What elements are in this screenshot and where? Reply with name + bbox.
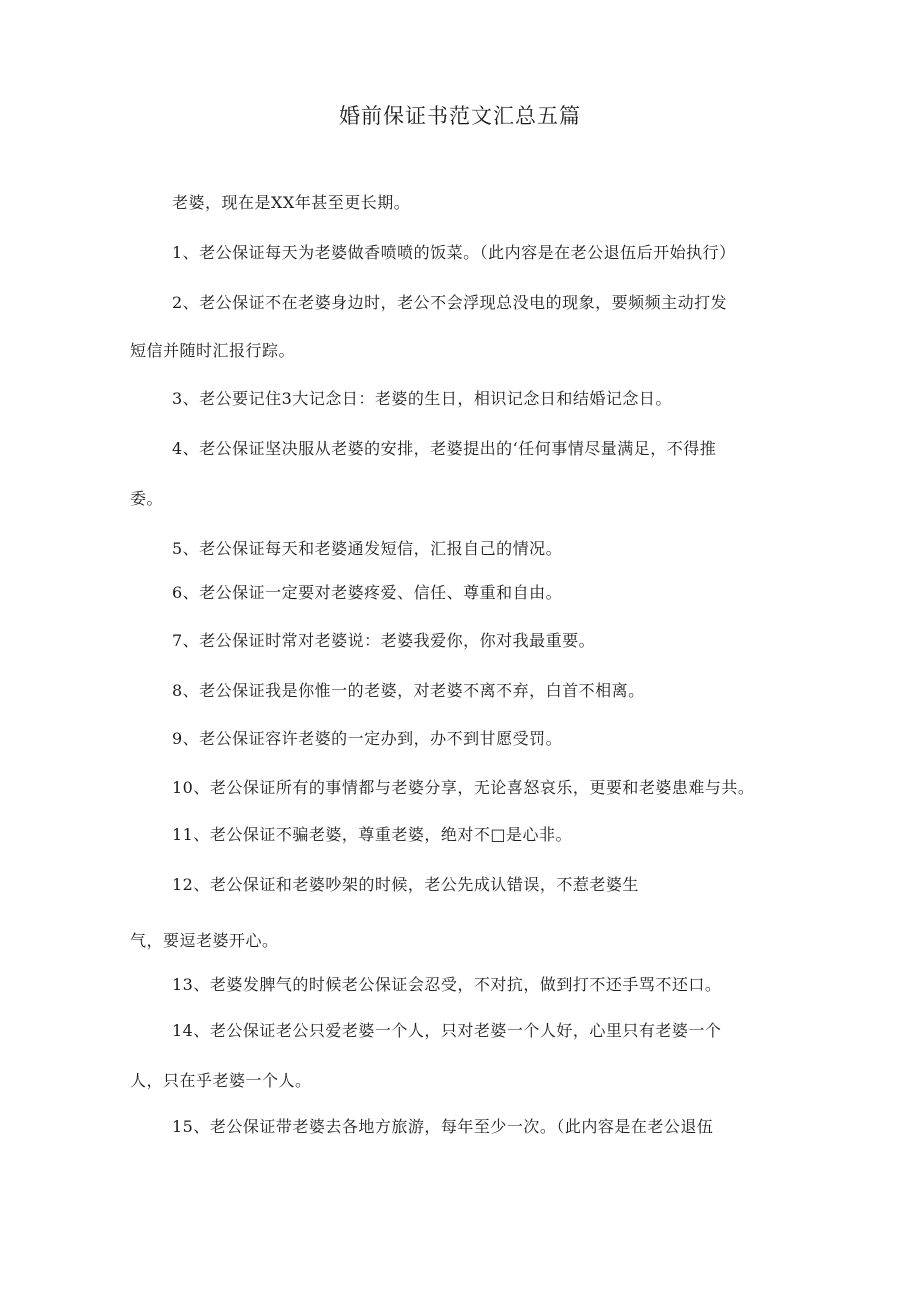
paragraph-item-12-cont: 气，要逗老婆开心。 bbox=[130, 931, 279, 950]
paragraph-item-14-cont: 人，只在乎老婆一个人。 bbox=[130, 1071, 312, 1090]
paragraph-item-13: 13、老婆发脾气的时候老公保证会忍受，不对抗，做到打不还手骂不还口。 bbox=[172, 975, 722, 994]
paragraph-item-10: 10、老公保证所有的事情都与老婆分享，无论喜怒哀乐，更要和老婆患难与共。 bbox=[172, 778, 755, 797]
paragraph-item-15: 15、老公保证带老婆去各地方旅游，每年至少一次。（此内容是在老公退伍 bbox=[172, 1117, 714, 1136]
paragraph-item-6: 6、老公保证一定要对老婆疼爱、信任、尊重和自由。 bbox=[172, 583, 563, 602]
paragraph-item-11: 11、老公保证不骗老婆，尊重老婆，绝对不□是心非。 bbox=[172, 825, 572, 844]
paragraph-item-4: 4、老公保证坚决服从老婆的安排，老婆提出的‘任何事情尽量满足，不得推 bbox=[172, 439, 717, 458]
document-title: 婚前保证书范文汇总五篇 bbox=[339, 104, 581, 128]
paragraph-item-12: 12、老公保证和老婆吵架的时候，老公先成认错误，不惹老婆生 bbox=[172, 875, 639, 894]
paragraph-item-14: 14、老公保证老公只爱老婆一个人，只对老婆一个人好，心里只有老婆一个 bbox=[172, 1021, 722, 1040]
paragraph-item-2: 2、老公保证不在老婆身边时，老公不会浮现总没电的现象，要频频主动打发 bbox=[172, 293, 728, 312]
paragraph-item-7: 7、老公保证时常对老婆说：老婆我爱你，你对我最重要。 bbox=[172, 631, 596, 650]
paragraph-item-1: 1、老公保证每天为老婆做香喷喷的饭菜。（此内容是在老公退伍后开始执行） bbox=[172, 243, 736, 262]
paragraph-item-5: 5、老公保证每天和老婆通发短信，汇报自己的情况。 bbox=[172, 539, 563, 558]
paragraph-item-8: 8、老公保证我是你惟一的老婆，对老婆不离不弃，白首不相离。 bbox=[172, 681, 645, 700]
paragraph-item-9: 9、老公保证容许老婆的一定办到，办不到甘愿受罚。 bbox=[172, 729, 563, 748]
paragraph-item-3: 3、老公要记住3大记念日：老婆的生日，相识记念日和结婚记念日。 bbox=[172, 389, 672, 408]
paragraph-intro: 老婆，现在是XX年甚至更长期。 bbox=[172, 193, 411, 212]
paragraph-item-4-cont: 委。 bbox=[130, 489, 164, 508]
paragraph-item-2-cont: 短信并随时汇报行踪。 bbox=[130, 341, 296, 360]
